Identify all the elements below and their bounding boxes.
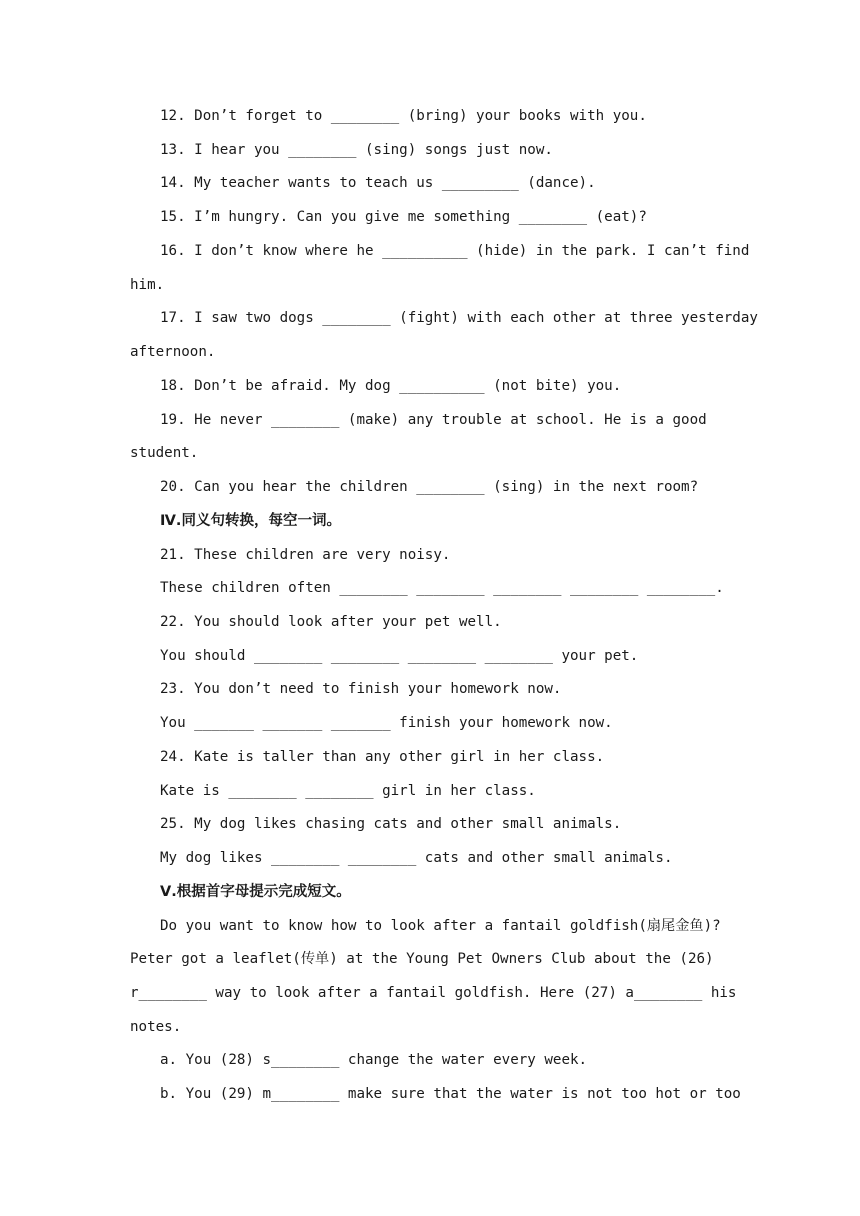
question-24: 24. Kate is taller than any other girl in her class. — [160, 749, 605, 765]
question-16-cont: him. — [130, 277, 165, 293]
question-18: 18. Don’t be afraid. My dog __________ (not bite) you. — [160, 378, 622, 394]
passage-line-4: notes. — [130, 1019, 182, 1035]
question-17: 17. I saw two dogs ________ (fight) with each other at three yesterday — [160, 310, 758, 326]
question-17-cont: afternoon. — [130, 344, 216, 360]
passage-line-3: r________ way to look after a fantail goldfish. Here (27) a________ his — [130, 985, 737, 1001]
question-13: 13. I hear you ________ (sing) songs just now. — [160, 142, 553, 158]
question-22-answer: You should ________ ________ ________ ________ your pet. — [160, 648, 639, 664]
question-25: 25. My dog likes chasing cats and other small animals. — [160, 816, 622, 832]
question-22: 22. You should look after your pet well. — [160, 614, 502, 630]
question-15: 15. I’m hungry. Can you give me something ________ (eat)? — [160, 209, 647, 225]
question-14: 14. My teacher wants to teach us _________ (dance). — [160, 175, 596, 191]
question-25-answer: My dog likes ________ ________ cats and other small animals. — [160, 850, 673, 866]
question-19: 19. He never ________ (make) any trouble at school. He is a good — [160, 412, 707, 428]
question-12: 12. Don’t forget to ________ (bring) your books with you. — [160, 108, 647, 124]
question-16: 16. I don’t know where he __________ (hide) in the park. I can’t find — [160, 243, 750, 259]
question-21: 21. These children are very noisy. — [160, 547, 451, 563]
question-24-answer: Kate is ________ ________ girl in her class. — [160, 783, 536, 799]
section-4-heading: Ⅳ.同义句转换，每空一词。 — [160, 513, 341, 529]
question-19-cont: student. — [130, 445, 199, 461]
question-23: 23. You don’t need to finish your homework now. — [160, 681, 562, 697]
passage-line-1: Do you want to know how to look after a fantail goldfish(扇尾金鱼)? — [160, 918, 721, 934]
note-b: b. You (29) m________ make sure that the water is not too hot or too — [160, 1086, 741, 1102]
question-23-answer: You _______ _______ _______ finish your homework now. — [160, 715, 613, 731]
passage-line-2: Peter got a leaflet(传单) at the Young Pet Owners Club about the (26) — [130, 951, 714, 967]
note-a: a. You (28) s________ change the water every week. — [160, 1052, 588, 1068]
question-20: 20. Can you hear the children ________ (sing) in the next room? — [160, 479, 699, 495]
question-21-answer: These children often ________ ________ ________ ________ ________. — [160, 580, 724, 596]
section-5-heading: Ⅴ.根据首字母提示完成短文。 — [160, 884, 351, 900]
